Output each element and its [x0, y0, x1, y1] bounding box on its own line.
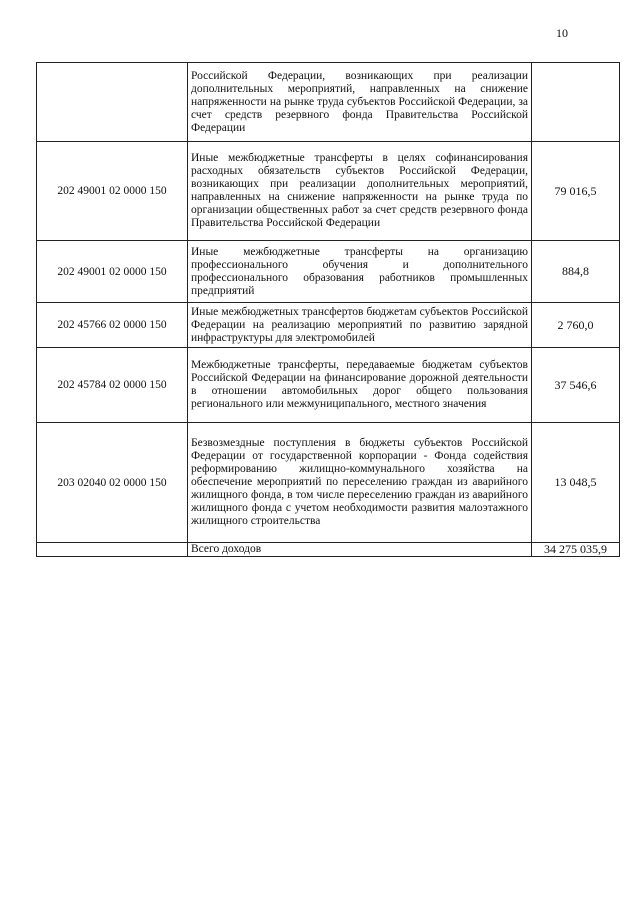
amount-cell: 37 546,6: [532, 348, 620, 423]
budget-code-cell: 202 45784 02 0000 150: [37, 348, 188, 423]
table-row: [37, 348, 620, 423]
table-row: [37, 423, 620, 543]
table-row: [37, 142, 620, 241]
amount-cell: [532, 63, 620, 142]
description-cell: Межбюджетные трансферты, передаваемые бюджетам субъектов Российской Федерации на финансирование дорожной деятельности в отношении автомобильных дорог общего пользования регионального или межмуниципального, местного значения: [188, 348, 532, 423]
budget-code-cell: 202 49001 02 0000 150: [37, 142, 188, 241]
description-cell: Иные межбюджетных трансфертов бюджетам субъектов Российской Федерации на реализацию мероприятий по развитию зарядной инфраструктуры для электромобилей: [188, 303, 532, 348]
revenue-table: [36, 62, 620, 557]
budget-code-cell: [37, 63, 188, 142]
budget-code-cell: 203 02040 02 0000 150: [37, 423, 188, 543]
total-code-cell: [37, 543, 188, 557]
amount-cell: 884,8: [532, 241, 620, 303]
amount-cell: 2 760,0: [532, 303, 620, 348]
total-label: Всего доходов: [188, 543, 532, 557]
table-row: [37, 63, 620, 142]
description-cell: Иные межбюджетные трансферты в целях софинансирования расходных обязательств субъектов Российской Федерации, возникающих при реализации дополнительных мероприятий, направленных на снижение напряженности на рынке труда по организации общественных работ за счет средств резервного фонда Правительства Российской Федерации: [188, 142, 532, 241]
budget-code-cell: 202 45766 02 0000 150: [37, 303, 188, 348]
description-cell: Российской Федерации, возникающих при реализации дополнительных мероприятий, направленных на снижение напряженности на рынке труда субъектов Российской Федерации, за счет средств резервного фонда Правительства Российской Федерации: [188, 63, 532, 142]
budget-code-cell: 202 49001 02 0000 150: [37, 241, 188, 303]
page-number: 10: [556, 26, 568, 40]
table-row: [37, 241, 620, 303]
total-row: [37, 543, 620, 557]
total-amount: 34 275 035,9: [532, 543, 620, 557]
table-row: [37, 303, 620, 348]
description-cell: Иные межбюджетные трансферты на организацию профессионального обучения и дополнительного профессионального образования работников промышленных предприятий: [188, 241, 532, 303]
amount-cell: 13 048,5: [532, 423, 620, 543]
description-cell: Безвозмездные поступления в бюджеты субъектов Российской Федерации от государственной корпорации - Фонда содействия реформированию жилищно-коммунального хозяйства на обеспечение мероприятий по переселению граждан из аварийного жилищного фонда, в том числе переселению граждан из аварийного жилищного фонда с учетом необходимости развития малоэтажного жилищного строительства: [188, 423, 532, 543]
amount-cell: 79 016,5: [532, 142, 620, 241]
